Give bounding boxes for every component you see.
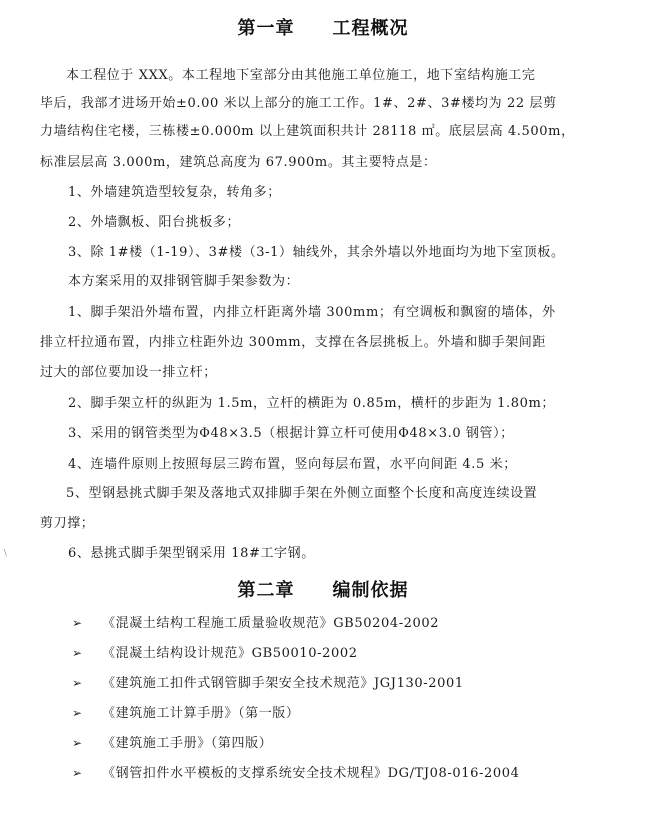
reference-text: 《混凝土结构设计规范》GB50010-2002 <box>102 646 358 661</box>
reference-item-2 <box>72 644 358 663</box>
chapter2-label: 第二章 <box>237 580 295 601</box>
arrow-bullet-icon: ➢ <box>72 766 83 780</box>
param-1-line-3: 过大的部位要加设一排立杆； <box>40 365 217 380</box>
arrow-bullet-icon: ➢ <box>72 706 83 720</box>
reference-text: 《建筑施工扣件式钢管脚手架安全技术规范》JGJ130-2001 <box>102 676 464 691</box>
arrow-bullet-icon: ➢ <box>72 616 83 630</box>
feature-1: 1、外墙建筑造型较复杂，转角多； <box>68 185 281 200</box>
param-2: 2、脚手架立杆的纵距为 1.5m，立杆的横距为 0.85m，横杆的步距为 1.80m； <box>68 396 556 411</box>
reference-text: 《混凝土结构工程施工质量验收规范》GB50204-2002 <box>102 616 440 631</box>
arrow-bullet-icon: ➢ <box>72 646 83 660</box>
reference-item-6 <box>72 764 520 783</box>
param-5-line-2: 剪刀撑； <box>40 516 95 531</box>
params-intro: 本方案采用的双排钢管脚手架参数为： <box>68 274 300 289</box>
chapter2-heading <box>0 576 646 602</box>
reference-item-3 <box>72 674 464 693</box>
param-1-line-1: 1、脚手架沿外墙布置，内排立杆距离外墙 300mm；有空调板和飘窗的墙体，外 <box>68 305 556 320</box>
feature-2: 2、外墙飘板、阳台挑板多； <box>68 215 241 230</box>
arrow-bullet-icon: ➢ <box>72 736 83 750</box>
chapter2-title: 编制依据 <box>332 580 409 601</box>
param-6: 6、悬挑式脚手架型钢采用 18#工字钢。 <box>68 546 315 561</box>
margin-tick-mark: \ <box>4 548 7 557</box>
intro-line-2: 毕后，我部才进场开始±0.00 米以上部分的施工工作。1#、2#、3#楼均为 22 层剪 <box>40 96 557 111</box>
reference-item-1 <box>72 614 439 633</box>
param-5-line-1: 5、型钢悬挑式脚手架及落地式双排脚手架在外侧立面整个长度和高度连续设置 <box>66 486 538 501</box>
arrow-bullet-icon: ➢ <box>72 676 83 690</box>
reference-text: 《建筑施工计算手册》（第一版） <box>102 706 300 721</box>
param-1-line-2: 排立杆拉通布置，内排立柱距外边 300mm，支撑在各层挑板上。外墙和脚手架间距 <box>40 335 546 350</box>
feature-3: 3、除 1#楼（1-19）、3#楼（3-1）轴线外，其余外墙以外地面均为地下室顶板。 <box>68 245 565 260</box>
chapter1-label: 第一章 <box>237 18 295 39</box>
intro-line-1: 本工程位于 XXX。本工程地下室部分由其他施工单位施工，地下室结构施工完 <box>66 68 536 83</box>
reference-item-5 <box>72 734 272 753</box>
intro-line-3: 力墙结构住宅楼，三栋楼±0.000m 以上建筑面积共计 28118 ㎡。底层层高 4.500m， <box>40 124 575 139</box>
reference-text: 《钢管扣件水平模板的支撑系统安全技术规程》DG/TJ08-016-2004 <box>102 766 520 781</box>
param-3: 3、采用的钢管类型为Φ48×3.5（根据计算立杆可使用Φ48×3.0 钢管）； <box>68 426 514 441</box>
reference-text: 《建筑施工手册》（第四版） <box>102 736 273 751</box>
intro-line-4: 标准层层高 3.000m，建筑总高度为 67.900m。其主要特点是： <box>40 155 437 170</box>
reference-item-4 <box>72 704 300 723</box>
chapter1-title: 工程概况 <box>332 18 409 39</box>
chapter1-heading <box>0 14 646 40</box>
param-4: 4、连墙件原则上按照每层三跨布置，竖向每层布置，水平向间距 4.5 米； <box>68 457 517 472</box>
